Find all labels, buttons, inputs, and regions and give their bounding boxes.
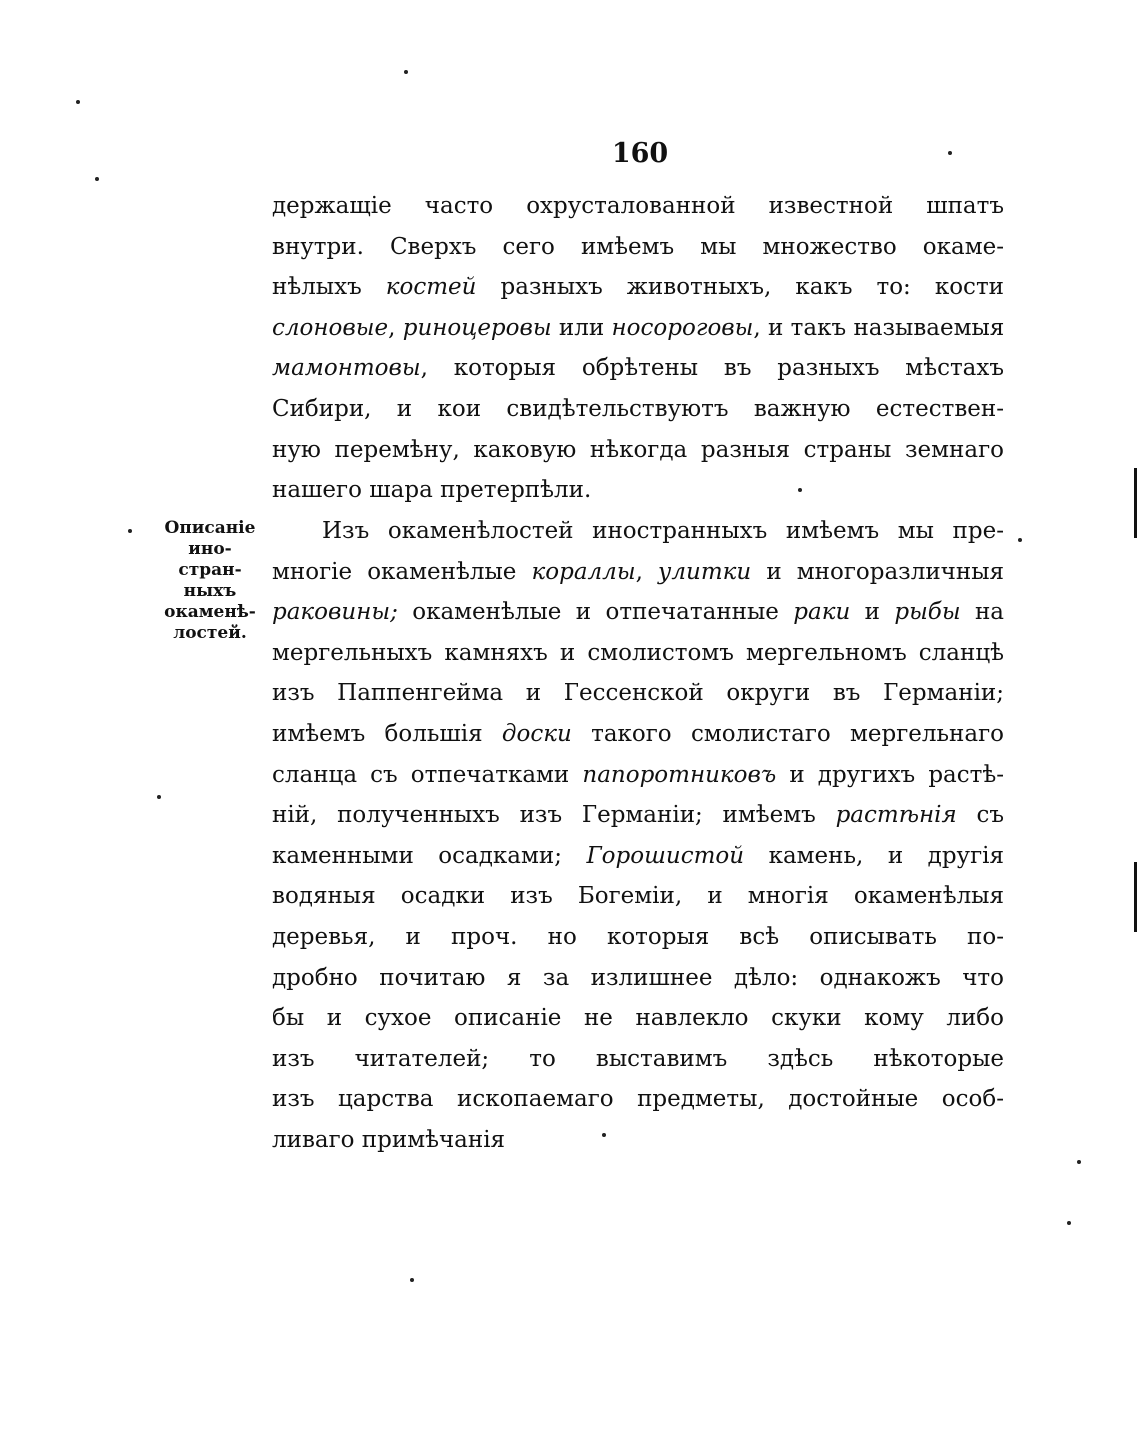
italic-term: папоротниковъ xyxy=(582,761,777,788)
italic-term: костей xyxy=(385,274,477,301)
text-line xyxy=(272,227,1004,268)
italic-term: Горошистой xyxy=(586,842,745,869)
text-segment: , и такъ называемыя xyxy=(753,314,1005,341)
margin-note-line: Описаніе xyxy=(164,518,256,538)
text-segment: камень, и другія xyxy=(744,842,1004,869)
text-segment: разныхъ животныхъ, какъ то: кости xyxy=(476,274,1004,301)
page-number: 160 xyxy=(611,138,669,169)
italic-term: кораллы xyxy=(531,558,636,585)
text-line xyxy=(272,1079,1004,1120)
text-segment: изъ Паппенгейма и Гессенской округи въ Германіи; xyxy=(272,680,1004,707)
margin-note-line: стран- xyxy=(178,560,242,580)
text-segment: изъ царства ископаемаго предметы, достойные особ- xyxy=(272,1086,1004,1113)
text-line xyxy=(272,592,1004,633)
text-line xyxy=(272,308,1004,349)
paragraph-foreign-fossils xyxy=(272,511,1004,1161)
text-segment: на xyxy=(960,599,1004,626)
scan-edge-mark xyxy=(1134,862,1137,932)
text-segment: держащіе часто охрусталованной известной шпатъ xyxy=(272,193,1004,219)
text-line xyxy=(272,470,1004,511)
italic-term: доски xyxy=(501,720,572,747)
margin-note-line: ино- xyxy=(188,539,232,559)
text-segment: съ xyxy=(956,802,1005,829)
text-line xyxy=(272,348,1004,389)
italic-term: улитки xyxy=(658,558,752,585)
paragraph-continued xyxy=(272,186,1004,511)
text-line xyxy=(272,511,1004,552)
text-segment: имѣемъ большія xyxy=(272,720,502,747)
text-segment: изъ читателей; то выставимъ здѣсь нѣкоторые xyxy=(272,1045,1004,1072)
text-line xyxy=(272,958,1004,999)
scan-speck xyxy=(157,795,161,799)
text-line xyxy=(272,795,1004,836)
text-segment: , xyxy=(635,558,659,585)
text-segment: , которыя обрѣтены въ разныхъ мѣстахъ xyxy=(420,355,1004,382)
text-segment: дробно почитаю я за излишнее дѣло: однакожъ что xyxy=(272,964,1004,991)
text-segment: бы и сухое описаніе не навлекло скуки кому либо xyxy=(272,1005,1004,1032)
text-segment: и другихъ растѣ- xyxy=(776,761,1004,788)
text-segment: нашего шара претерпѣли. xyxy=(272,477,592,504)
margin-note-line: лостей. xyxy=(173,623,247,643)
scan-speck xyxy=(602,1133,606,1137)
italic-term: мамонтовы xyxy=(272,355,421,382)
text-line xyxy=(272,998,1004,1039)
scan-speck xyxy=(1067,1221,1071,1225)
text-segment: деревья, и проч. но которыя всѣ описывать по- xyxy=(272,923,1004,950)
italic-term: рыбы xyxy=(894,599,961,626)
scan-speck xyxy=(948,151,952,155)
scan-speck xyxy=(404,70,408,74)
text-segment: многіе окаменѣлые xyxy=(272,558,532,585)
text-segment: водяныя осадки изъ Богеміи, и многія окаменѣлыя xyxy=(272,883,1004,910)
text-line xyxy=(272,186,1004,227)
text-line xyxy=(272,714,1004,755)
scan-speck xyxy=(1077,1160,1081,1164)
text-line xyxy=(272,1120,1004,1161)
text-line xyxy=(272,755,1004,796)
text-segment: мергельныхъ камняхъ и смолистомъ мергельномъ сланцѣ xyxy=(272,639,1004,666)
text-line xyxy=(272,917,1004,958)
text-segment: , xyxy=(388,314,403,341)
text-segment: и xyxy=(850,599,895,626)
text-line xyxy=(272,552,1004,593)
margin-note-line: ныхъ xyxy=(183,581,237,601)
scan-speck xyxy=(76,100,80,104)
text-line xyxy=(272,1039,1004,1080)
scan-edge-mark xyxy=(1134,468,1137,538)
scan-speck xyxy=(95,177,99,181)
text-segment: сланца съ отпечатками xyxy=(272,761,583,788)
italic-term: риноцеровы xyxy=(402,314,552,341)
text-segment: ную перемѣну, каковую нѣкогда разныя страны земнаго xyxy=(272,436,1004,463)
italic-term: раковины; xyxy=(272,599,398,626)
text-line xyxy=(272,876,1004,917)
text-segment: ливаго примѣчанія xyxy=(272,1126,506,1153)
text-line xyxy=(272,633,1004,674)
text-segment: Сибири, и кои свидѣтельствуютъ важную естествен- xyxy=(272,395,1004,422)
italic-term: слоновые xyxy=(272,314,389,341)
text-line xyxy=(272,673,1004,714)
text-segment: или xyxy=(551,314,612,341)
text-segment: и многоразличныя xyxy=(751,558,1005,585)
scan-speck xyxy=(798,488,802,492)
text-segment: окаменѣлые и отпечатанные xyxy=(397,599,794,626)
italic-term: носороговы xyxy=(611,314,754,341)
margin-note-line: окаменѣ- xyxy=(164,602,256,622)
text-line xyxy=(272,267,1004,308)
text-segment: ній, полученныхъ изъ Германіи; имѣемъ xyxy=(272,802,836,829)
italic-term: растѣнія xyxy=(835,802,957,829)
text-segment: каменными осадками; xyxy=(272,842,587,869)
text-segment: Изъ окаменѣлостей иностранныхъ имѣемъ мы пре- xyxy=(322,518,1004,544)
text-line xyxy=(272,836,1004,877)
scan-speck xyxy=(410,1278,414,1282)
italic-term: раки xyxy=(793,599,851,626)
text-segment: нѣлыхъ xyxy=(272,274,386,301)
margin-note xyxy=(150,518,270,644)
text-line xyxy=(272,430,1004,471)
scan-speck xyxy=(128,529,132,533)
text-segment: внутри. Сверхъ сего имѣемъ мы множество окаме- xyxy=(272,233,1004,260)
text-segment: такого смолистаго мергельнаго xyxy=(571,720,1004,747)
scan-speck xyxy=(1018,538,1022,542)
text-line xyxy=(272,389,1004,430)
